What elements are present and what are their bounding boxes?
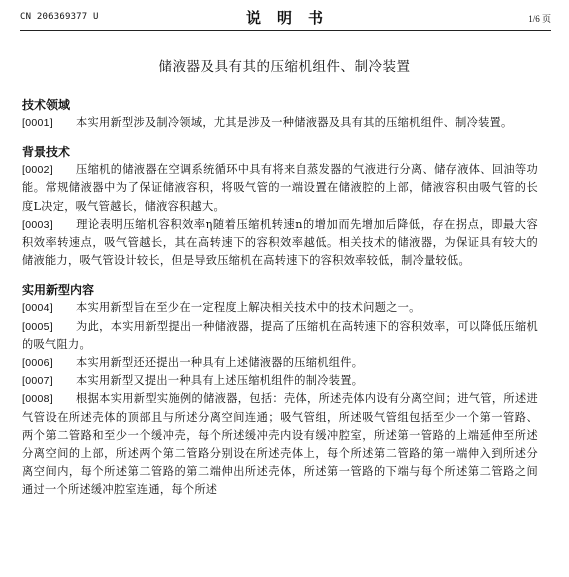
paragraph-number: [0003]: [22, 218, 53, 231]
paragraph-text: 本实用新型涉及制冷领域，尤其是涉及一种储液器及具有其的压缩机组件、制冷装置。: [76, 116, 513, 129]
paragraph: [22, 216, 538, 271]
page-indicator: 1/6 页: [528, 14, 551, 24]
paragraph-number: [0002]: [22, 164, 53, 177]
paragraph-text: 本实用新型又提出一种具有上述压缩机组件的制冷装置。: [76, 374, 364, 388]
paragraph: [22, 299, 538, 317]
section-heading: 背景技术: [22, 145, 71, 160]
paragraph-number: [0008]: [22, 393, 53, 406]
paragraph-text: 根据本实用新型实施例的储液器，包括：壳体，所述壳体内设有分离空间；进气管，所述进气管设在所述壳体的顶部且与所述分离空间连通；吸气管组，所述吸气管组包括至少一个第一管路、两个第二管路和至少一个缓冲壳，每个所述缓冲壳内设有缓冲腔室，所述第一管路的上端延伸至所述分离空间的上部，所述两个第二管路分别设在所述壳体上，每个所述第二管路的第一端伸入到所述分离空间内，每个所述第二管路的第二端伸出所述壳体，所述第一管路的下端与每个所述第二管路之间通过一个所述缓冲腔室连通，每个所述: [22, 392, 538, 497]
publication-number: CN 206369377 U: [20, 12, 99, 22]
paragraph-text: 本实用新型旨在至少在一定程度上解决相关技术中的技术问题之一。: [76, 301, 421, 315]
document-body: [22, 96, 538, 500]
paragraph-text: 压缩机的储液器在空调系统循环中具有将来自蒸发器的气液进行分离、储存液体、回油等功能。常规储液器中为了保证储液容积，将吸气管的一端设置在储液腔的上部，储液容积由吸气管的长度L决定，吸气管越长，储液容积越大。: [22, 163, 538, 213]
paragraph: [22, 354, 538, 372]
paragraph-number: [0007]: [22, 375, 53, 388]
paragraph-text: 本实用新型还还提出一种具有上述储液器的压缩机组件。: [76, 356, 364, 370]
paragraph-text: 为此，本实用新型提出一种储液器，提高了压缩机在高转速下的容积效率，可以降低压缩机的吸气阻力。: [22, 319, 538, 351]
paragraph: [22, 372, 538, 390]
paragraph-number: [0006]: [22, 357, 53, 370]
paragraph-number: [0004]: [22, 302, 53, 315]
document-type: 说明书: [245, 9, 339, 27]
paragraph-text: 理论表明压缩机容积效率η随着压缩机转速n的增加而先增加后降低，存在拐点，即最大容积效率转速点，吸气管越长，其在高转速下的容积效率越低。相关技术的储液器，为保证具有较大的储液能力，吸气管设计较长，但是导致压缩机在高转速下的容积效率较低，制冷量较低。: [22, 217, 538, 268]
section-heading: 技术领域: [22, 98, 71, 112]
paragraph-number: [0005]: [22, 320, 53, 333]
page-header: [0, 0, 569, 30]
document-title: 储液器及具有其的压缩机组件、制冷装置: [158, 59, 411, 75]
section-heading: 实用新型内容: [22, 283, 95, 298]
paragraph: [22, 161, 538, 216]
paragraph-number: [0001]: [22, 117, 53, 129]
paragraph: [22, 390, 538, 499]
header-divider: [20, 30, 551, 31]
paragraph: [22, 318, 538, 354]
paragraph: [22, 114, 538, 132]
